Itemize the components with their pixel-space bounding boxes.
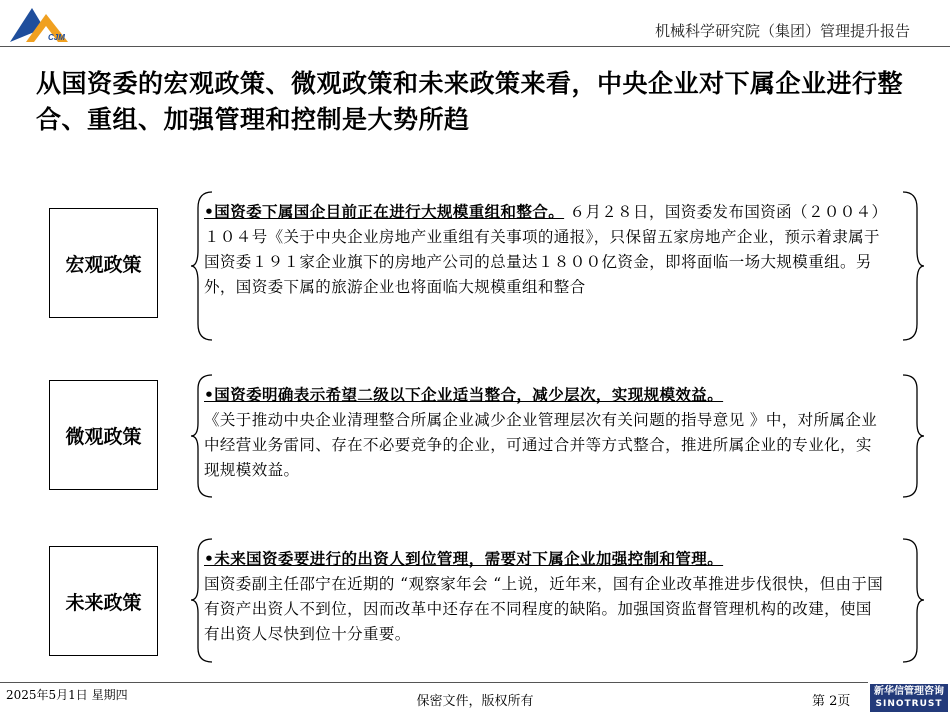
badge-cn: 新华信管理咨询 (874, 686, 944, 697)
panel-text-macro (204, 200, 884, 300)
lead-macro: •国资委下属国企目前正在进行大规模重组和整合。 (204, 203, 565, 221)
panel-future (190, 537, 925, 664)
panel-micro (190, 373, 925, 499)
label-future-policy: 未来政策 (49, 546, 158, 656)
body-macro: ６月２８日，国资委发布国资函（２００４）１０４号《关于中央企业房地产业重组有关事项的通报》，只保留五家房地产企业，预示着隶属于国资委１９１家企业旗下的房地产公司的总量达１８００亿资金，即将面临一场大规模重组。另外，国资委下属的旅游企业也将面临大规模重组和整合 (204, 203, 880, 296)
logo-text: CJM (48, 33, 65, 42)
page-number: 第 2页 (812, 694, 851, 709)
panel-text-micro (204, 383, 884, 483)
lead-micro: •国资委明确表示希望二级以下企业适当整合，减少层次，实现规模效益。 (204, 386, 724, 404)
panel-text-future (204, 547, 884, 647)
footer-confidential: 保密文件，版权所有 (416, 694, 534, 709)
body-future: 国资委副主任邵宁在近期的 “观察家年会 “上说，近年来，国有企业改革推进步伐很快，但由于国有资产出资人不到位，因而改革中还存在不同程度的缺陷。加强国资监督管理机构的改建，使国有出资人尽快到位十分重要。 (204, 575, 884, 643)
footer-date: 2025年5月1日 星期四 (6, 688, 128, 702)
lead-future: •未来国资委要进行的出资人到位管理，需要对下属企业加强控制和管理。 (204, 550, 724, 568)
slide-headline: 从国资委的宏观政策、微观政策和未来政策来看，中央企业对下属企业进行整合、重组、加强管理和控制是大势所趋 (36, 69, 904, 134)
header-divider (0, 46, 950, 47)
label-macro-policy: 宏观政策 (49, 208, 158, 318)
label-micro-policy: 微观政策 (49, 380, 158, 490)
badge-en: SINOTRUST (875, 699, 943, 709)
cjm-logo (6, 4, 72, 46)
report-title: 机械科学研究院（集团）管理提升报告 (654, 22, 910, 40)
sinotrust-badge (870, 684, 948, 712)
body-micro: 《关于推动中央企业清理整合所属企业减少企业管理层次有关问题的指导意见 》中，对所属企业中经营业务雷同、存在不必要竞争的企业，可通过合并等方式整合，推进所属企业的专业化，实现规模效益。 (204, 411, 878, 479)
panel-macro (190, 190, 925, 342)
footer-divider (0, 682, 868, 683)
